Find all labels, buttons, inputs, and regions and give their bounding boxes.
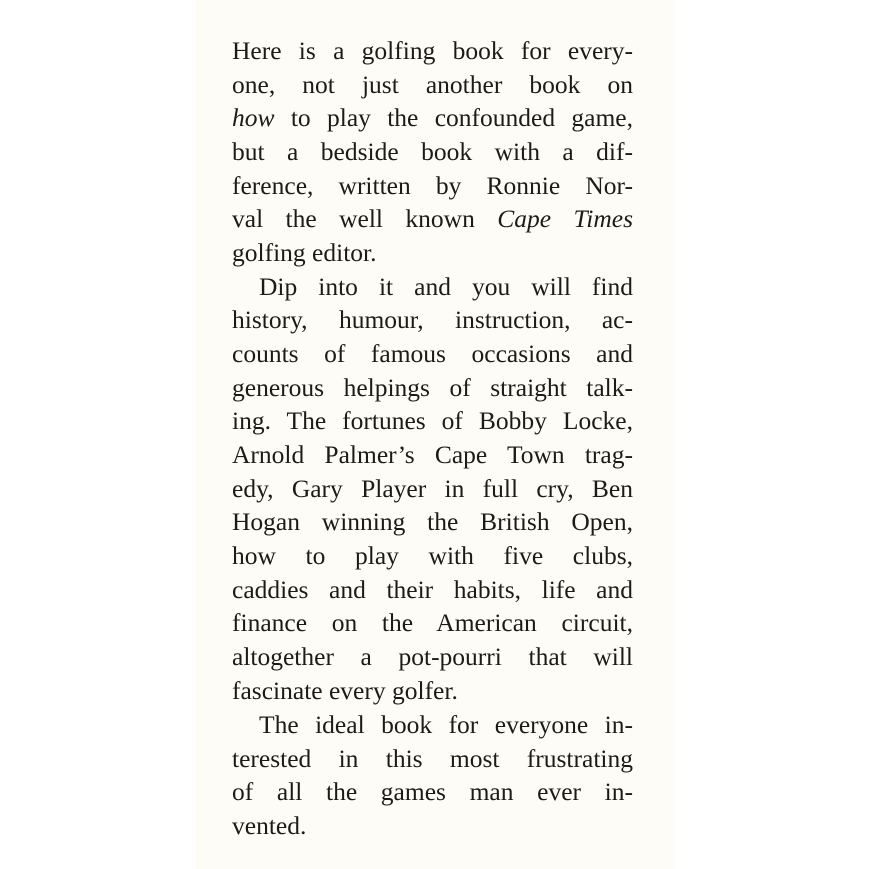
text-line: vented. bbox=[232, 811, 307, 840]
text-line: edy, Gary Player in full cry, Ben bbox=[232, 474, 633, 503]
text-line: Here is a golfing book for every- bbox=[232, 36, 633, 65]
text-line: The ideal book for everyone in- bbox=[259, 710, 633, 739]
text-line: altogether a pot-pourri that will bbox=[232, 642, 633, 671]
italic-word: how bbox=[232, 103, 275, 132]
text-line: finance on the American circuit, bbox=[232, 608, 633, 637]
text-line: ference, written by Ronnie Nor- bbox=[232, 171, 633, 200]
text-line: but a bedside book with a dif- bbox=[232, 137, 633, 166]
text-line: one, not just another book on bbox=[232, 70, 633, 99]
text-line: history, humour, instruction, ac- bbox=[232, 305, 633, 334]
text-line: golfing editor. bbox=[232, 238, 377, 267]
text-line: of all the games man ever in- bbox=[232, 777, 633, 806]
text-line bbox=[232, 205, 633, 233]
text-line: Hogan winning the British Open, bbox=[232, 507, 633, 536]
text-line: Dip into it and you will find bbox=[259, 272, 633, 301]
text-line: fascinate every golfer. bbox=[232, 676, 458, 705]
text-line: caddies and their habits, life and bbox=[232, 575, 633, 604]
text-span: to play the confounded game, bbox=[274, 103, 633, 132]
text-line: ing. The fortunes of Bobby Locke, bbox=[232, 406, 633, 435]
text-line: how to play with five clubs, bbox=[232, 541, 633, 570]
text-line: terested in this most frustrating bbox=[232, 744, 633, 773]
text-line bbox=[232, 104, 633, 132]
text-line: counts of famous occasions and bbox=[232, 339, 633, 368]
text-span: val the well known bbox=[232, 204, 498, 233]
italic-title: Cape Times bbox=[497, 204, 633, 233]
text-line: Arnold Palmer’s Cape Town trag- bbox=[232, 440, 633, 469]
text-line: generous helpings of straight talk- bbox=[232, 373, 633, 402]
